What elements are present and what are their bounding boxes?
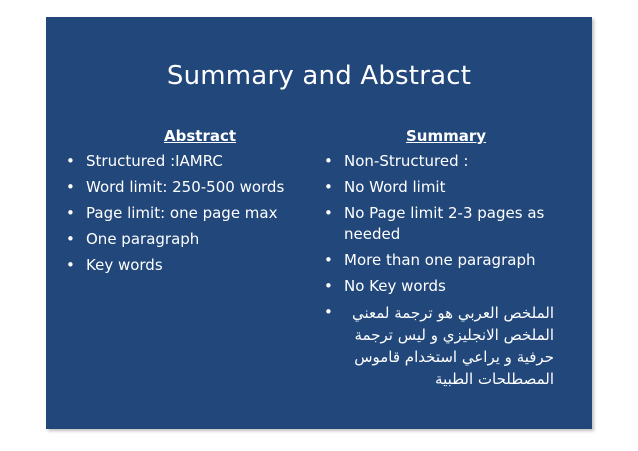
bullet-icon: •: [66, 178, 75, 196]
abstract-column: [62, 127, 302, 281]
slide-panel: [46, 17, 592, 429]
summary-item: [320, 250, 582, 271]
bullet-icon: •: [324, 178, 333, 196]
bullet-icon: •: [66, 152, 75, 170]
bullet-icon: •: [324, 251, 333, 269]
bullet-icon: •: [324, 152, 333, 170]
bullet-icon: •: [66, 230, 75, 248]
summary-item: [320, 276, 582, 297]
summary-list: [320, 151, 582, 390]
abstract-item: [62, 229, 302, 250]
summary-item: [320, 151, 582, 172]
abstract-item: [62, 177, 302, 198]
bullet-icon: •: [324, 204, 333, 222]
slide-title: Summary and Abstract: [166, 61, 472, 91]
list-item-text: No Word limit: [344, 178, 446, 196]
list-item-text: Word limit: 250-500 words: [86, 178, 285, 196]
list-item-text: One paragraph: [86, 230, 200, 248]
list-item-text: Page limit: one page max: [86, 204, 278, 222]
bullet-icon: •: [66, 204, 75, 222]
abstract-item: [62, 203, 302, 224]
summary-arabic-item: [320, 302, 582, 390]
summary-item: [320, 177, 582, 198]
abstract-heading: Abstract: [164, 127, 237, 145]
list-item-text: Key words: [86, 256, 163, 274]
list-item-text: More than one paragraph: [344, 251, 536, 269]
bullet-icon: •: [324, 303, 333, 321]
abstract-item: [62, 255, 302, 276]
list-item-text: No Page limit 2-3 pages as needed: [344, 204, 545, 243]
bullet-icon: •: [324, 277, 333, 295]
arabic-note-text: الملخص العربي هو ترجمة لمعني الملخص الانجليزي و ليس ترجمة حرفية و يراعي استخدام قاموس المصطلحات الطبية: [351, 304, 554, 388]
summary-item: [320, 203, 582, 245]
summary-heading: Summary: [406, 127, 487, 145]
list-item-text: Structured :IAMRC: [86, 152, 223, 170]
abstract-list: [62, 151, 302, 276]
abstract-item: [62, 151, 302, 172]
list-item-text: Non-Structured :: [344, 152, 469, 170]
bullet-icon: •: [66, 256, 75, 274]
summary-column: [320, 127, 582, 395]
list-item-text: No Key words: [344, 277, 446, 295]
